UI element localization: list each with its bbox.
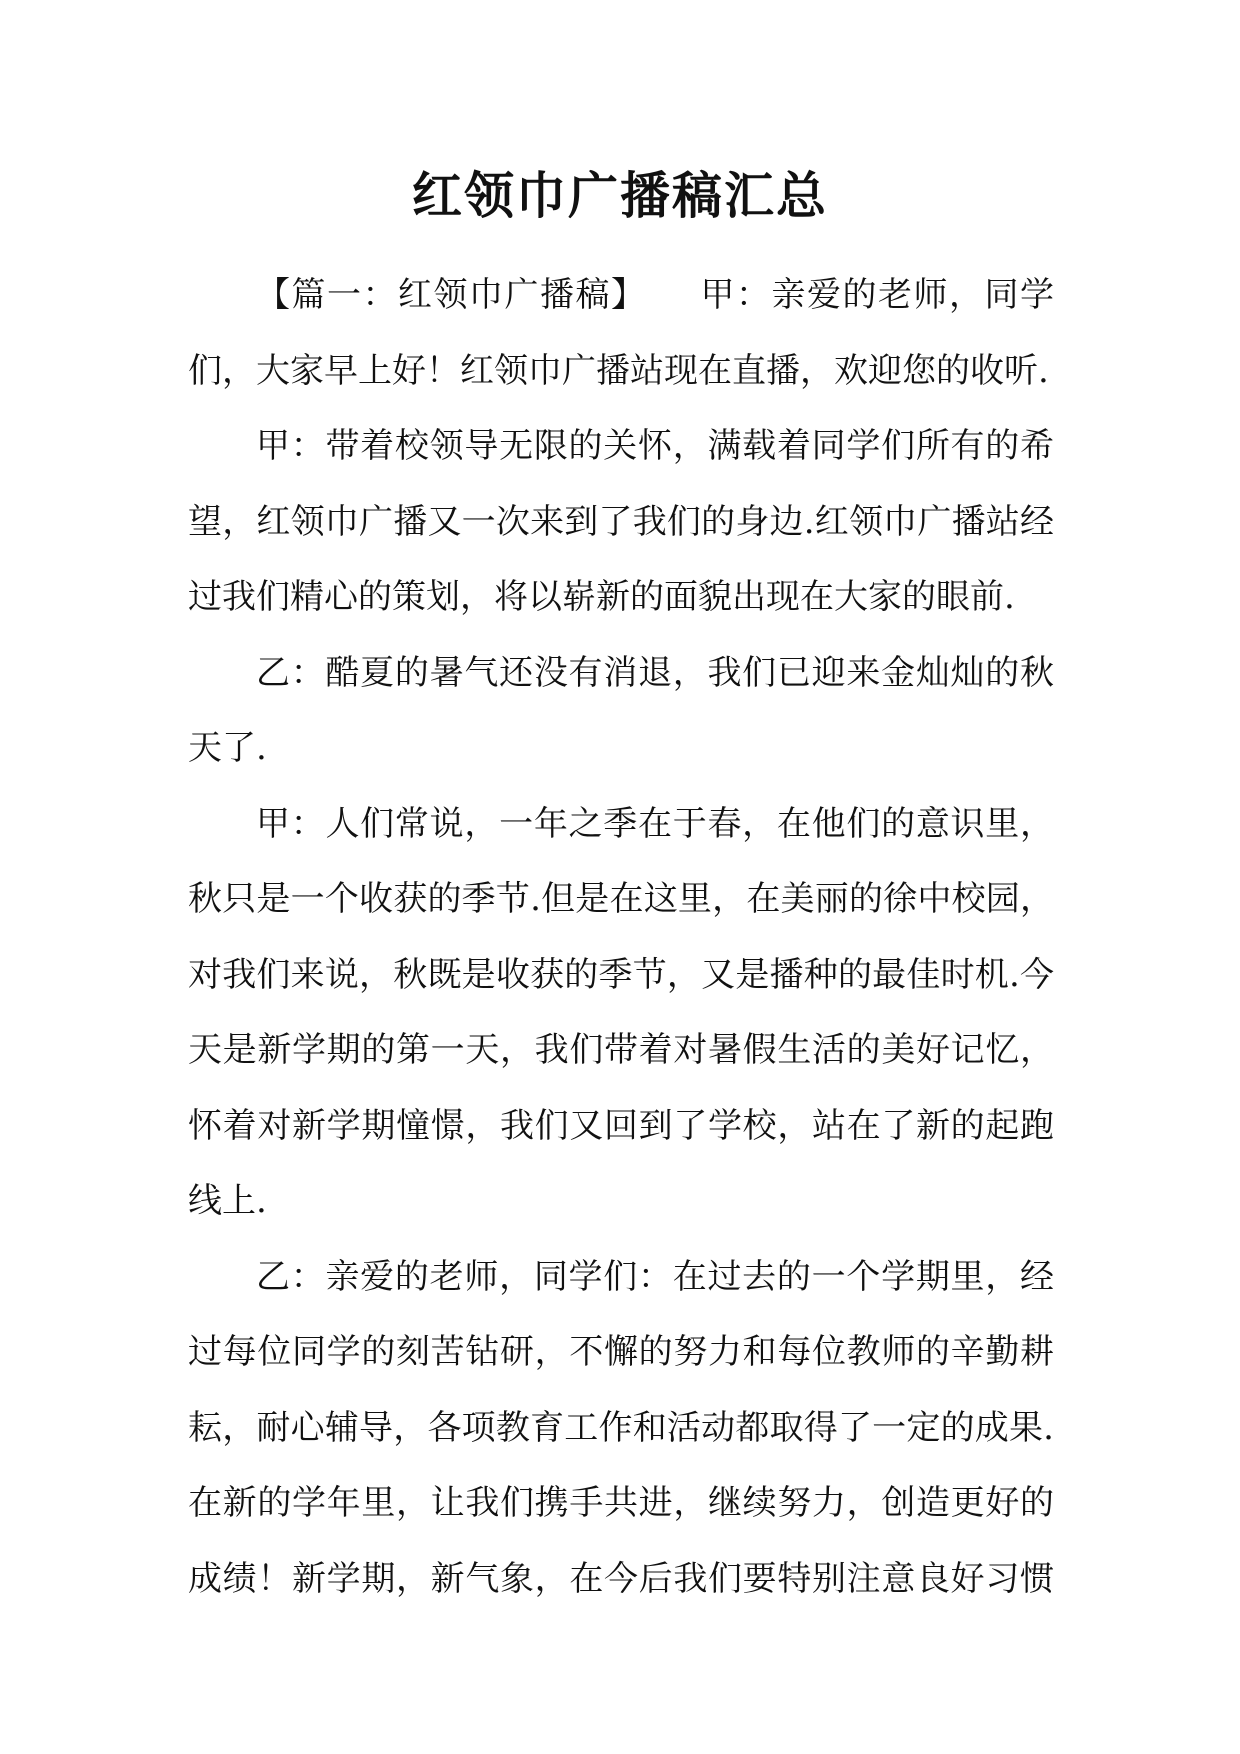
body-text-line: 成绩！新学期，新气象，在今后我们要特别注意良好习惯 — [188, 1558, 1054, 1599]
document-body — [188, 258, 1054, 1617]
body-text-line: 耘，耐心辅导，各项教育工作和活动都取得了一定的成果. — [188, 1407, 1054, 1448]
body-text-line: 过我们精心的策划，将以崭新的面貌出现在大家的眼前. — [188, 577, 1015, 617]
body-text-line: 在新的学年里，让我们携手共进，继续努力，创造更好的 — [188, 1483, 1054, 1523]
body-text-line: 对我们来说，秋既是收获的季节，又是播种的最佳时机.今 — [188, 954, 1054, 995]
body-text-line: 秋只是一个收获的季节.但是在这里，在美丽的徐中校园， — [188, 879, 1054, 919]
body-text-line: 甲：带着校领导无限的关怀，满载着同学们所有的希 — [256, 426, 1054, 466]
body-text-line: 过每位同学的刻苦钻研，不懈的努力和每位教师的辛勤耕 — [188, 1332, 1054, 1372]
body-text-line: 乙：酷夏的暑气还没有消退，我们已迎来金灿灿的秋 — [256, 652, 1054, 693]
body-text-line: 乙：亲爱的老师，同学们：在过去的一个学期里，经 — [256, 1256, 1054, 1297]
body-text-line: 【篇一：红领巾广播稿】 甲：亲爱的老师，同学 — [256, 275, 1054, 315]
body-text-line: 甲：人们常说，一年之季在于春，在他们的意识里， — [256, 803, 1054, 844]
body-text-line: 怀着对新学期憧憬，我们又回到了学校，站在了新的起跑 — [188, 1105, 1054, 1146]
body-text-line: 望，红领巾广播又一次来到了我们的身边.红领巾广播站经 — [188, 501, 1054, 542]
body-text-line: 线上. — [188, 1181, 267, 1221]
document-title: 红领巾广播稿汇总 — [412, 166, 828, 225]
body-text-line: 天是新学期的第一天，我们带着对暑假生活的美好记忆， — [188, 1030, 1054, 1070]
body-text-line: 天了. — [188, 728, 267, 768]
body-text-line: 们，大家早上好！红领巾广播站现在直播，欢迎您的收听. — [188, 350, 1049, 391]
